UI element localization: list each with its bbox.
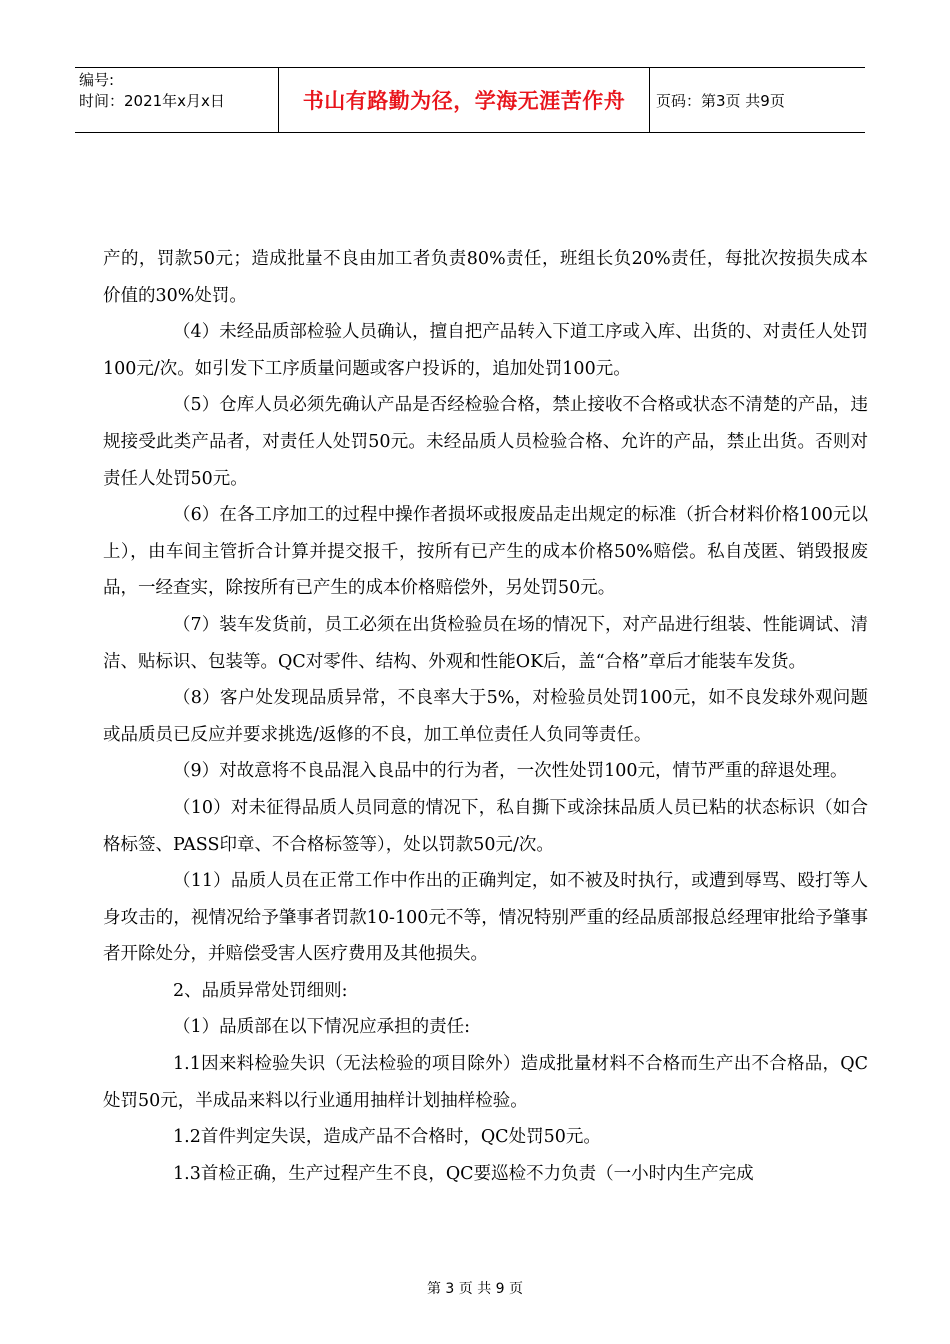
- body-paragraph: （11）品质人员在正常工作中作出的正确判定，如不被及时执行，或遭到辱骂、殴打等人身攻击的，视情况给予肇事者罚款10-100元不等，情况特别严重的经品质部报总经理审批给予肇事者开除处分，并赔偿受害人医疗费用及其他损失。: [103, 871, 868, 965]
- body-paragraph: 产的，罚款50元；造成批量不良由加工者负责80%责任，班组长负20%责任，每批次按损失成本价值的30%处罚。: [103, 249, 868, 306]
- body-paragraph: （7）装车发货前，员工必须在出货检验员在场的情况下，对产品进行组装、性能调试、清洁、贴标识、包装等。QC对零件、结构、外观和性能OK后，盖“合格”章后才能装车发货。: [103, 614, 868, 672]
- page-footer: [0, 1278, 950, 1298]
- header-table: [75, 67, 865, 133]
- footer-suffix: 页: [509, 1281, 524, 1297]
- body-paragraph: （5）仓库人员必须先确认产品是否经检验合格，禁止接收不合格或状态不清楚的产品，违规接受此类产品者，对责任人处罚50元。未经品质人员检验合格、允许的产品，禁止出货。否则对责任人处罚50元。: [103, 395, 868, 489]
- body-paragraph: 1.3首检正确，生产过程产生不良，QC要巡检不力负责（一小时内生产完成: [173, 1163, 754, 1184]
- header-meta: [75, 68, 278, 132]
- body-paragraph: （9）对故意将不良品混入良品中的行为者，一次性处罚100元，情节严重的辞退处理。: [173, 761, 848, 782]
- header-page-info: 页码：第3页 共9页: [656, 91, 785, 110]
- body-paragraph: （4）未经品质部检验人员确认，擅自把产品转入下道工序或入库、出货的、对责任人处罚100元/次。如引发下工序质量问题或客户投诉的，追加处罚100元。: [103, 322, 868, 379]
- body-paragraph: 1.2首件判定失误，造成产品不合格时，QC处罚50元。: [173, 1127, 601, 1148]
- body-paragraph: 1.1因来料检验失识（无法检验的项目除外）造成批量材料不合格而生产出不合格品，QC处罚50元，半成品来料以行业通用抽样计划抽样检验。: [103, 1054, 868, 1111]
- body-paragraph: 2、品质异常处罚细则:: [173, 980, 348, 1001]
- body-paragraph: （6）在各工序加工的过程中操作者损坏或报废品走出规定的标准（折合材料价格100元以上），由车间主管折合计算并提交报千，按所有已产生的成本价格50%赔偿。私自茂匿、销毁报废品，一经查实，除按所有已产生的成本价格赔偿外，另处罚50元。: [103, 505, 868, 599]
- document-time: 时间：2021年x月x日: [79, 92, 225, 110]
- header-motto: 书山有路勤为径，学海无涯苦作舟: [278, 68, 650, 132]
- body-paragraph: （10）对未征得品质人员同意的情况下，私自撕下或涂抹品质人员已粘的状态标识（如合格标签、PASS印章、不合格标签等），处以罚款50元/次。: [103, 797, 868, 855]
- footer-page-number: 3: [445, 1281, 455, 1297]
- footer-prefix: 第: [426, 1281, 441, 1297]
- body-paragraph: （1）品质部在以下情况应承担的责任:: [173, 1017, 471, 1038]
- body-paragraph: （8）客户处发现品质异常，不良率大于5%，对检验员处罚100元，如不良发球外观问题或品质员已反应并要求挑选/返修的不良，加工单位责任人负同等责任。: [103, 688, 868, 745]
- document-number-label: 编号:: [79, 71, 115, 89]
- footer-total-pages: 9: [495, 1281, 505, 1297]
- document-body: [103, 241, 868, 1192]
- footer-middle: 页 共: [458, 1281, 492, 1297]
